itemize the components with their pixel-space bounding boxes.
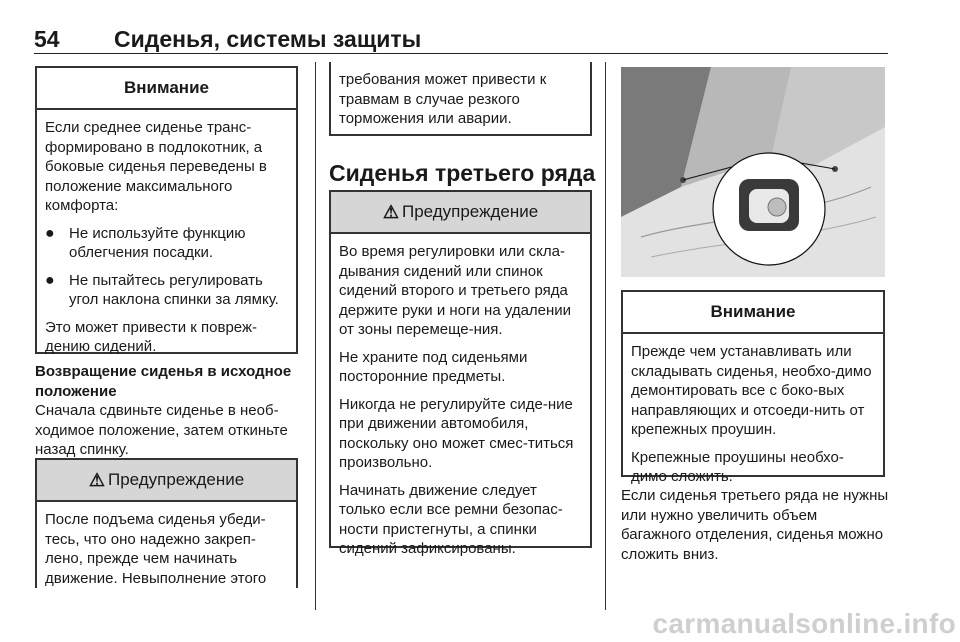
return-heading: Возвращение сиденья в исходное положение xyxy=(35,363,292,400)
page-title: Сиденья, системы защиты xyxy=(114,26,422,52)
fold-seats-text: Если сиденья третьего ряда не нужны или нужно увеличить объем багажного отделения, сиденья можно сложить вниз. xyxy=(621,487,889,563)
return-section xyxy=(35,362,300,460)
continued-body xyxy=(331,62,590,135)
warning-triangle-icon: ⚠ xyxy=(88,469,105,490)
warning-paragraph: Не храните под сиденьями посторонние предметы. xyxy=(339,348,528,385)
notice-body xyxy=(623,334,883,493)
warning-body xyxy=(331,234,590,565)
warning-paragraph: Во время регулировки или скла-дывания сидений или спинок сидений второго и третьего ряда держите руки и ноги на удалении от зоны перемеще-ния. xyxy=(339,243,572,338)
section-title-third-row: Сиденья третьего ряда xyxy=(329,160,596,186)
page-number: 54 xyxy=(34,26,60,52)
warning-header xyxy=(37,460,296,502)
notice-outro: Это может привести к повреж-дению сидений. xyxy=(45,318,258,355)
bullet-icon: ● xyxy=(45,224,55,242)
warning-title: Предупреждение xyxy=(107,470,245,489)
notice-body xyxy=(37,110,296,363)
warning-triangle-icon: ⚠ xyxy=(382,201,399,222)
notice-paragraph: Прежде чем устанавливать или складывать сиденья, необхо-димо демонтировать все с боко-вых направляющих и отсоеди-нить от крепежных проушин. xyxy=(631,343,872,438)
notice-title: Внимание xyxy=(623,292,883,334)
bullet-text: Не пытайтесь регулировать угол наклона спинки за лямку. xyxy=(69,271,279,308)
bullet-icon: ● xyxy=(45,271,55,289)
notice-title: Внимание xyxy=(37,68,296,110)
warning-text: После подъема сиденья убеди-тесь, что оно надежно закреп-лено, прежде чем начинать движение. Невыполнение этого xyxy=(45,511,267,587)
column-divider-1 xyxy=(315,62,316,610)
trunk-illustration xyxy=(621,67,885,277)
notice-box-col1 xyxy=(35,66,298,354)
bullet-text: Не используйте функцию облегчения посадки. xyxy=(69,224,246,261)
warning-body xyxy=(37,502,296,594)
notice-bullet xyxy=(45,271,288,310)
warning-paragraph: Начинать движение следует только если все ремни безопас-ности пристегнуты, а спинки сидений зафиксированы. xyxy=(339,481,563,557)
return-text: Сначала сдвиньте сиденье в необ-ходимое положение, затем откиньте назад спинку. xyxy=(35,402,288,458)
notice-paragraph: Крепежные проушины необхо-димо сложить. xyxy=(631,448,844,485)
continued-warning-box xyxy=(329,62,592,136)
watermark: carmanualsonline.info xyxy=(652,608,956,639)
notice-box-col3 xyxy=(621,290,885,485)
notice-bullet xyxy=(45,224,288,263)
page-header xyxy=(34,22,888,54)
continued-text: требования может привести к травмам в случае резкого торможения или аварии. xyxy=(339,71,547,127)
warning-header xyxy=(331,192,590,234)
warning-box-col2 xyxy=(329,190,592,557)
warning-paragraph: Никогда не регулируйте сиде-ние при движении автомобиля, поскольку оно может смес-титься произвольно. xyxy=(339,395,574,471)
notice-intro: Если среднее сиденье транс-формировано в подлокотник, а боковые сиденья переведены в положение максимального комфорта: xyxy=(45,119,267,214)
warning-box-col1 xyxy=(35,458,298,588)
column-divider-2 xyxy=(605,62,606,610)
warning-title: Предупреждение xyxy=(401,202,539,221)
